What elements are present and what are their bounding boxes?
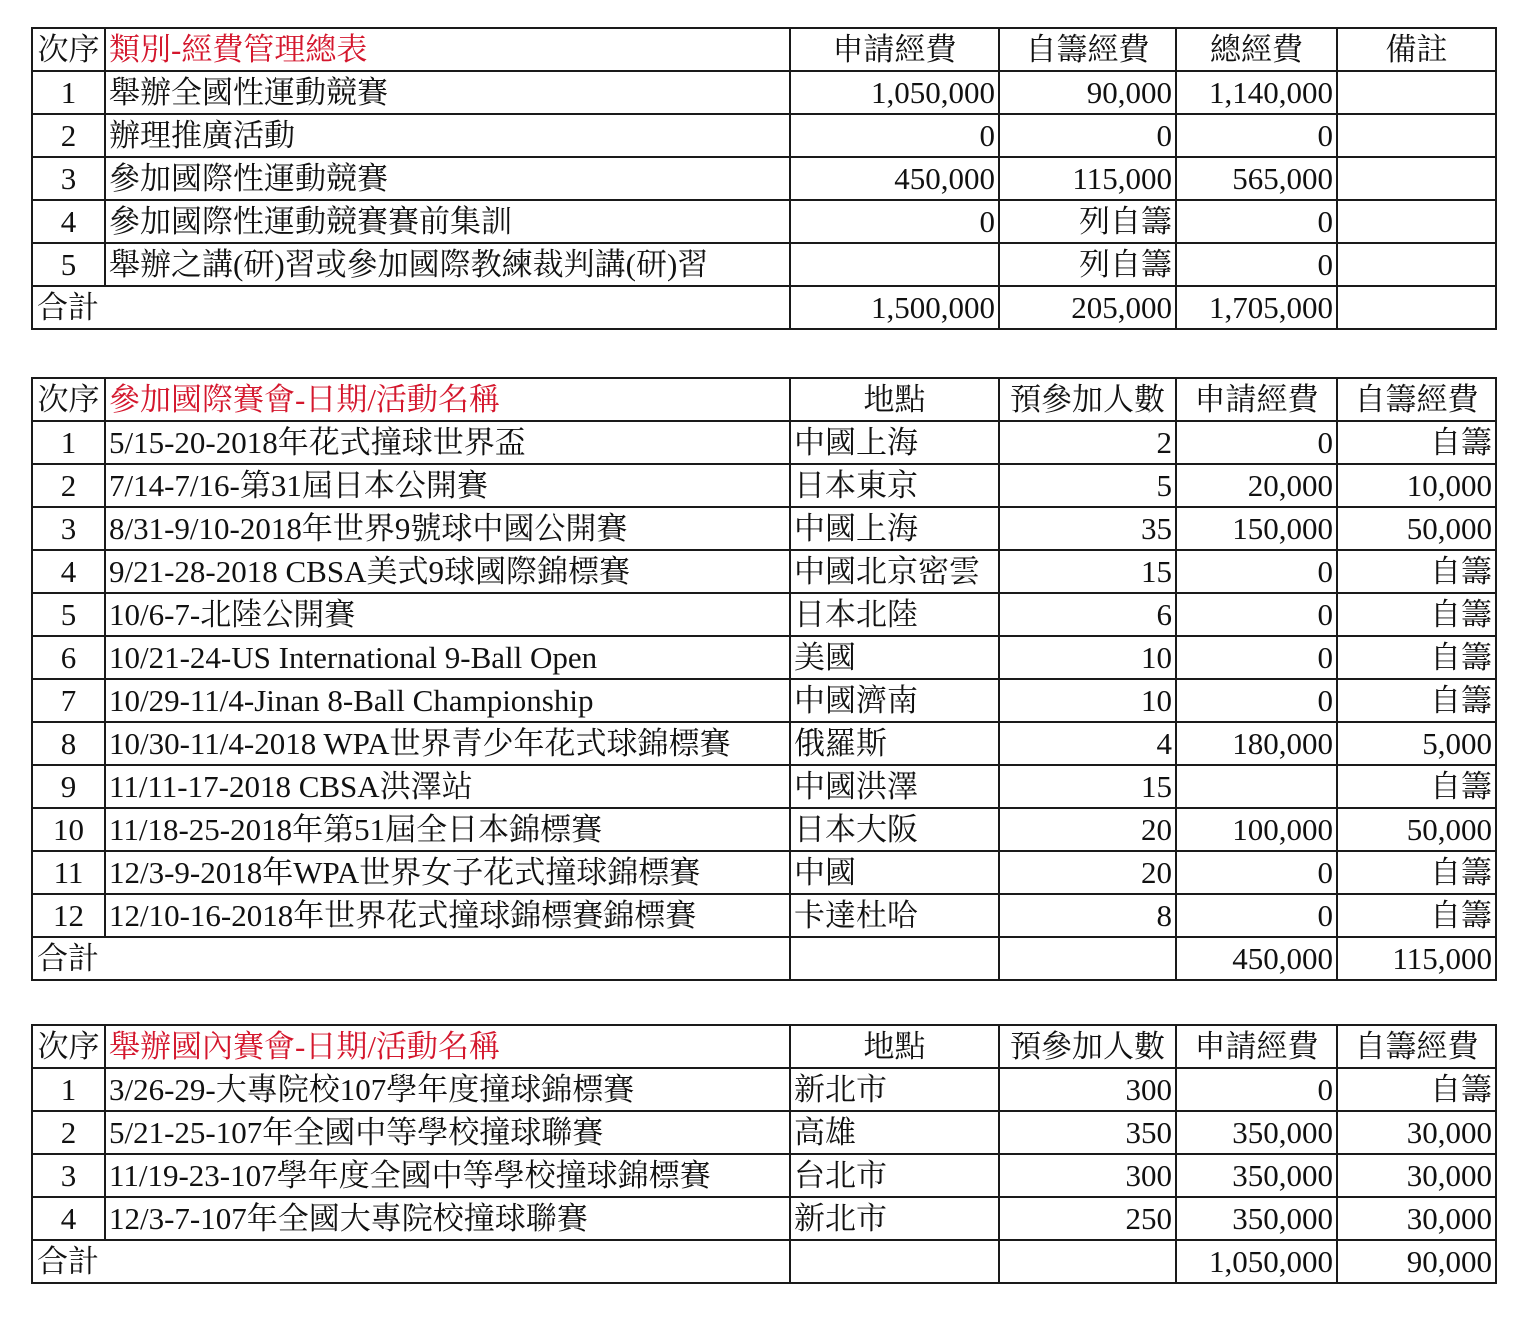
row-number: 5 <box>32 243 105 286</box>
header-self: 自籌經費 <box>999 28 1176 71</box>
self-amount: 自籌 <box>1337 679 1496 722</box>
header-location: 地點 <box>790 378 999 421</box>
participant-count: 20 <box>999 808 1176 851</box>
row-number: 12 <box>32 894 105 937</box>
total-participants <box>999 1240 1176 1283</box>
applied-amount: 350,000 <box>1176 1197 1337 1240</box>
row-number: 5 <box>32 593 105 636</box>
table-row <box>32 464 1496 507</box>
participant-count: 8 <box>999 894 1176 937</box>
total-amount: 0 <box>1176 200 1337 243</box>
event-name: 11/18-25-2018年第51屆全日本錦標賽 <box>105 808 790 851</box>
row-number: 11 <box>32 851 105 894</box>
participant-count: 2 <box>999 421 1176 464</box>
table-row <box>32 808 1496 851</box>
table-row <box>32 1197 1496 1240</box>
self-amount: 自籌 <box>1337 593 1496 636</box>
applied-amount: 180,000 <box>1176 722 1337 765</box>
total-applied: 450,000 <box>1176 937 1337 980</box>
event-name: 3/26-29-大專院校107學年度撞球錦標賽 <box>105 1068 790 1111</box>
budget-summary-table <box>31 27 1497 330</box>
summary-header-row <box>32 28 1496 71</box>
applied-amount: 1,050,000 <box>790 71 999 114</box>
note <box>1337 243 1496 286</box>
row-number: 3 <box>32 157 105 200</box>
row-number: 4 <box>32 1197 105 1240</box>
event-name: 12/3-7-107年全國大專院校撞球聯賽 <box>105 1197 790 1240</box>
total-label: 合計 <box>32 1240 790 1283</box>
event-name: 12/10-16-2018年世界花式撞球錦標賽錦標賽 <box>105 894 790 937</box>
row-number: 1 <box>32 71 105 114</box>
row-number: 4 <box>32 550 105 593</box>
table-row <box>32 765 1496 808</box>
applied-amount: 350,000 <box>1176 1111 1337 1154</box>
category-name: 參加國際性運動競賽賽前集訓 <box>105 200 790 243</box>
event-name: 11/11-17-2018 CBSA洪澤站 <box>105 765 790 808</box>
table-row <box>32 421 1496 464</box>
header-note: 備註 <box>1337 28 1496 71</box>
self-amount: 自籌 <box>1337 765 1496 808</box>
row-number: 7 <box>32 679 105 722</box>
note <box>1337 114 1496 157</box>
total-total: 1,705,000 <box>1176 286 1337 329</box>
table-row <box>32 679 1496 722</box>
table-row <box>32 1111 1496 1154</box>
total-label: 合計 <box>32 286 790 329</box>
self-amount: 30,000 <box>1337 1111 1496 1154</box>
applied-amount: 150,000 <box>1176 507 1337 550</box>
header-self: 自籌經費 <box>1337 1025 1496 1068</box>
participant-count: 4 <box>999 722 1176 765</box>
category-name: 舉辦全國性運動競賽 <box>105 71 790 114</box>
participant-count: 15 <box>999 765 1176 808</box>
header-title: 參加國際賽會-日期/活動名稱 <box>105 378 790 421</box>
event-name: 5/21-25-107年全國中等學校撞球聯賽 <box>105 1111 790 1154</box>
event-name: 10/30-11/4-2018 WPA世界青少年花式球錦標賽 <box>105 722 790 765</box>
total-participants <box>999 937 1176 980</box>
applied-amount: 20,000 <box>1176 464 1337 507</box>
total-row <box>32 937 1496 980</box>
header-applied: 申請經費 <box>1176 1025 1337 1068</box>
self-amount: 30,000 <box>1337 1154 1496 1197</box>
category-name: 參加國際性運動競賽 <box>105 157 790 200</box>
participant-count: 35 <box>999 507 1176 550</box>
table-row <box>32 71 1496 114</box>
self-amount: 列自籌 <box>999 243 1176 286</box>
applied-amount: 0 <box>1176 593 1337 636</box>
participant-count: 300 <box>999 1068 1176 1111</box>
header-seq: 次序 <box>32 378 105 421</box>
event-location: 中國上海 <box>790 507 999 550</box>
self-amount: 50,000 <box>1337 507 1496 550</box>
self-amount: 自籌 <box>1337 550 1496 593</box>
event-location: 卡達杜哈 <box>790 894 999 937</box>
row-number: 4 <box>32 200 105 243</box>
participant-count: 5 <box>999 464 1176 507</box>
row-number: 1 <box>32 1068 105 1111</box>
event-name: 12/3-9-2018年WPA世界女子花式撞球錦標賽 <box>105 851 790 894</box>
self-amount: 50,000 <box>1337 808 1496 851</box>
event-name: 11/19-23-107學年度全國中等學校撞球錦標賽 <box>105 1154 790 1197</box>
header-seq: 次序 <box>32 1025 105 1068</box>
participant-count: 10 <box>999 679 1176 722</box>
summary-total-row <box>32 286 1496 329</box>
header-self: 自籌經費 <box>1337 378 1496 421</box>
table-row <box>32 114 1496 157</box>
applied-amount: 0 <box>1176 550 1337 593</box>
event-name: 9/21-28-2018 CBSA美式9球國際錦標賽 <box>105 550 790 593</box>
row-number: 1 <box>32 421 105 464</box>
note <box>1337 200 1496 243</box>
header-applied: 申請經費 <box>1176 378 1337 421</box>
self-amount: 自籌 <box>1337 421 1496 464</box>
applied-amount: 350,000 <box>1176 1154 1337 1197</box>
event-name: 5/15-20-2018年花式撞球世界盃 <box>105 421 790 464</box>
applied-amount: 0 <box>1176 636 1337 679</box>
applied-amount: 450,000 <box>790 157 999 200</box>
table-row <box>32 1068 1496 1111</box>
event-location: 中國上海 <box>790 421 999 464</box>
table-row <box>32 722 1496 765</box>
row-number: 2 <box>32 1111 105 1154</box>
total-amount: 565,000 <box>1176 157 1337 200</box>
participant-count: 6 <box>999 593 1176 636</box>
self-amount: 自籌 <box>1337 636 1496 679</box>
table-row <box>32 636 1496 679</box>
header-title: 舉辦國內賽會-日期/活動名稱 <box>105 1025 790 1068</box>
self-amount: 10,000 <box>1337 464 1496 507</box>
note <box>1337 157 1496 200</box>
row-number: 3 <box>32 1154 105 1197</box>
self-amount: 30,000 <box>1337 1197 1496 1240</box>
header-applied: 申請經費 <box>790 28 999 71</box>
event-location: 新北市 <box>790 1197 999 1240</box>
table-row <box>32 243 1496 286</box>
participant-count: 10 <box>999 636 1176 679</box>
self-amount: 115,000 <box>999 157 1176 200</box>
total-location <box>790 1240 999 1283</box>
table-row <box>32 200 1496 243</box>
category-name: 舉辦之講(研)習或參加國際教練裁判講(研)習 <box>105 243 790 286</box>
applied-amount <box>790 243 999 286</box>
row-number: 3 <box>32 507 105 550</box>
applied-amount: 0 <box>1176 851 1337 894</box>
header-seq: 次序 <box>32 28 105 71</box>
event-location: 台北市 <box>790 1154 999 1197</box>
total-amount: 0 <box>1176 243 1337 286</box>
self-amount: 列自籌 <box>999 200 1176 243</box>
header-participants: 預參加人數 <box>999 378 1176 421</box>
row-number: 2 <box>32 464 105 507</box>
table-row <box>32 157 1496 200</box>
international-events-table <box>31 377 1497 981</box>
event-name: 10/21-24-US International 9-Ball Open <box>105 636 790 679</box>
applied-amount: 0 <box>1176 894 1337 937</box>
event-location: 俄羅斯 <box>790 722 999 765</box>
total-location <box>790 937 999 980</box>
participant-count: 20 <box>999 851 1176 894</box>
event-location: 日本北陸 <box>790 593 999 636</box>
event-name: 8/31-9/10-2018年世界9號球中國公開賽 <box>105 507 790 550</box>
total-self: 205,000 <box>999 286 1176 329</box>
applied-amount: 0 <box>1176 679 1337 722</box>
event-location: 中國濟南 <box>790 679 999 722</box>
applied-amount <box>1176 765 1337 808</box>
header-title: 類別-經費管理總表 <box>105 28 790 71</box>
self-amount: 自籌 <box>1337 851 1496 894</box>
total-self: 90,000 <box>1337 1240 1496 1283</box>
row-number: 6 <box>32 636 105 679</box>
domestic-events-table <box>31 1024 1497 1284</box>
participant-count: 300 <box>999 1154 1176 1197</box>
table-row <box>32 851 1496 894</box>
intl-header-row <box>32 378 1496 421</box>
event-name: 10/29-11/4-Jinan 8-Ball Championship <box>105 679 790 722</box>
total-note <box>1337 286 1496 329</box>
category-name: 辦理推廣活動 <box>105 114 790 157</box>
self-amount: 90,000 <box>999 71 1176 114</box>
self-amount: 自籌 <box>1337 1068 1496 1111</box>
event-name: 10/6-7-北陸公開賽 <box>105 593 790 636</box>
table-row <box>32 550 1496 593</box>
event-location: 日本大阪 <box>790 808 999 851</box>
event-name: 7/14-7/16-第31屆日本公開賽 <box>105 464 790 507</box>
applied-amount: 0 <box>790 114 999 157</box>
applied-amount: 0 <box>1176 1068 1337 1111</box>
event-location: 日本東京 <box>790 464 999 507</box>
total-applied: 1,500,000 <box>790 286 999 329</box>
row-number: 2 <box>32 114 105 157</box>
total-amount: 0 <box>1176 114 1337 157</box>
total-label: 合計 <box>32 937 790 980</box>
total-self: 115,000 <box>1337 937 1496 980</box>
header-location: 地點 <box>790 1025 999 1068</box>
note <box>1337 71 1496 114</box>
event-location: 高雄 <box>790 1111 999 1154</box>
table-row <box>32 894 1496 937</box>
event-location: 新北市 <box>790 1068 999 1111</box>
table-row <box>32 507 1496 550</box>
self-amount: 0 <box>999 114 1176 157</box>
table-row <box>32 593 1496 636</box>
self-amount: 自籌 <box>1337 894 1496 937</box>
total-amount: 1,140,000 <box>1176 71 1337 114</box>
applied-amount: 100,000 <box>1176 808 1337 851</box>
row-number: 10 <box>32 808 105 851</box>
participant-count: 350 <box>999 1111 1176 1154</box>
event-location: 中國 <box>790 851 999 894</box>
applied-amount: 0 <box>1176 421 1337 464</box>
header-participants: 預參加人數 <box>999 1025 1176 1068</box>
applied-amount: 0 <box>790 200 999 243</box>
row-number: 9 <box>32 765 105 808</box>
dom-header-row <box>32 1025 1496 1068</box>
event-location: 中國洪澤 <box>790 765 999 808</box>
total-row <box>32 1240 1496 1283</box>
participant-count: 15 <box>999 550 1176 593</box>
event-location: 美國 <box>790 636 999 679</box>
event-location: 中國北京密雲 <box>790 550 999 593</box>
header-total: 總經費 <box>1176 28 1337 71</box>
self-amount: 5,000 <box>1337 722 1496 765</box>
participant-count: 250 <box>999 1197 1176 1240</box>
total-applied: 1,050,000 <box>1176 1240 1337 1283</box>
table-row <box>32 1154 1496 1197</box>
row-number: 8 <box>32 722 105 765</box>
